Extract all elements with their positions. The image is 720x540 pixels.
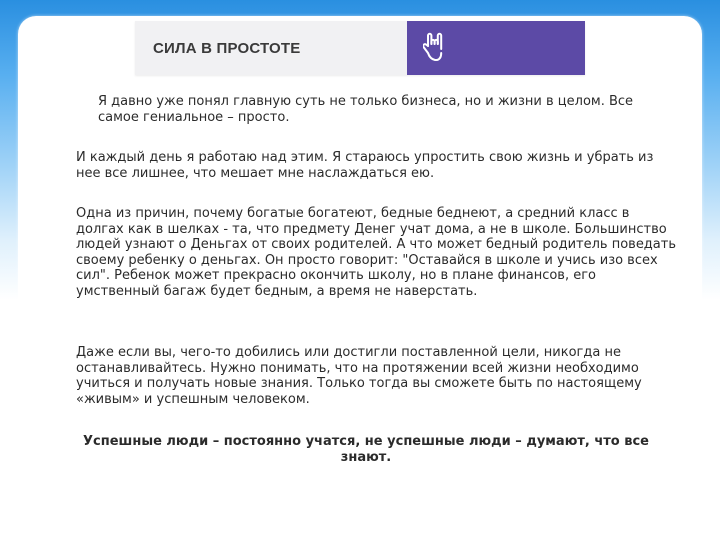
paragraph-3: Одна из причин, почему богатые богатеют, бедные беднеют, а средний класс в долгах как в шелках - та, что предмету Денег учат дома, а не в школе. Большинство людей узнают о Деньгах от своих родителей. А что может бедный родитель поведать своему ребенку о деньгах. Он просто говорит: "Оставайся в школе и учись изо всех сил". Ребенок может прекрасно окончить школу, но в плане финансов, его умственный багаж будет бедным, а время не наверстать. [76,206,676,299]
banner-title-area [135,21,407,75]
banner-icon-area [407,21,585,75]
paragraph-4: Даже если вы, чего-то добились или достигли поставленной цели, никогда не останавливайтесь. Нужно понимать, что на протяжении всей жизни необходимо учиться и получать новые знания. Только тогда вы сможете быть по настоящему «живым» и успешным человеком. [76,345,642,407]
rock-hand-icon [423,32,449,64]
banner-title: СИЛА В ПРОСТОТЕ [153,39,301,57]
header-banner [135,21,585,75]
paragraph-2: И каждый день я работаю над этим. Я стараюсь упростить свою жизнь и убрать из нее все лишнее, что мешает мне наслаждаться ею. [76,150,654,181]
paragraph-1: Я давно уже понял главную суть не только бизнеса, но и жизни в целом. Все самое гениальное – просто. [98,94,634,125]
closing-statement: Успешные люди – постоянно учатся, не успешные люди – думают, что все знают. [83,434,649,465]
